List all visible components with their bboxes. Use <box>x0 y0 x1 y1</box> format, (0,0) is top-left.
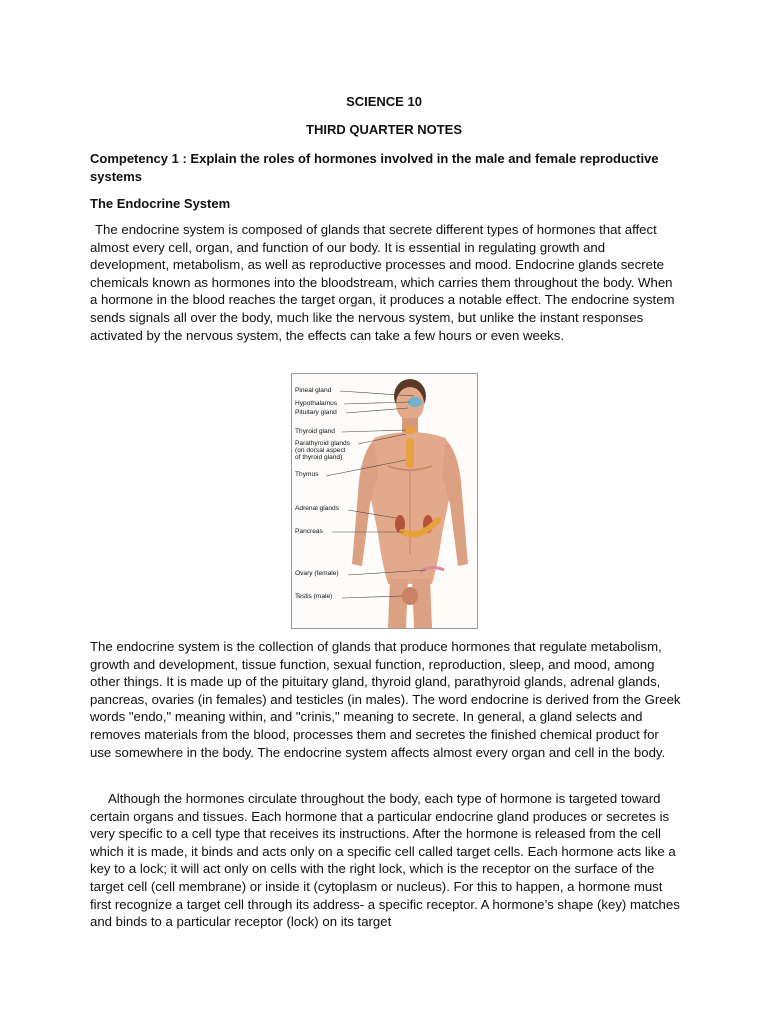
label-ovary: Ovary (female) <box>295 570 339 577</box>
label-pituitary-gland: Pituitary gland <box>295 409 337 416</box>
left-leg-shape <box>388 579 408 628</box>
endocrine-system-figure <box>291 373 478 629</box>
paragraph-1: The endocrine system is composed of glands that secrete different types of hormones that affect almost every cell, organ, and function of our body. It is essential in regulating growth and development, metabolism, as well as reproductive processes and mood. Endocrine glands secrete chemicals known as hormones into the bloodstream, which carries them throughout the body. When a hormone in the blood reaches the target organ, it produces a notable effect. The endocrine system sends signals all over the body, much like the nervous system, but unlike the instant responses activated by the nervous system, the effects can take a few hours or even weeks. <box>90 222 675 343</box>
testis-shape <box>402 587 418 605</box>
thyroid-gland-shape <box>405 426 415 434</box>
label-testis: Testis (male) <box>295 593 333 600</box>
brain-highlight <box>408 397 422 407</box>
label-hypothalamus: Hypothalamus <box>295 400 338 407</box>
label-adrenal-glands: Adrenal glands <box>295 505 339 512</box>
label-thymus: Thymus <box>295 471 319 478</box>
thymus-shape <box>406 438 414 468</box>
label-thyroid-gland: Thyroid gland <box>295 428 335 435</box>
paragraph-2: The endocrine system is the collection of glands that produce hormones that regulate metabolism, growth and development, tissue function, sexual function, reproduction, sleep, and mood, among other things. It is made up of the pituitary gland, thyroid gland, parathyroid glands, adrenal glands, pancreas, ovaries (in females) and testicles (in males). The word endocrine is derived from the Greek words "endo," meaning within, and "crinis," meaning to secrete. In general, a gland selects and removes materials from the blood, processes them and secretes the finished chemical product for use somewhere in the body. The endocrine system affects almost every organ and cell in the body. <box>90 639 681 760</box>
paragraph-3: Although the hormones circulate throughout the body, each type of hormone is targeted toward certain organs and tissues. Each hormone that a particular endocrine gland produces or secretes is very specific to a cell type that receives its instructions. After the hormone is released from the cell which it is made, it binds and acts only on a specific cell called target cells. Each hormone acts like a key to a lock; it will act only on cells with the right lock, which is the receptor on the surface of the target cell (cell membrane) or inside it (cytoplasm or nucleus). For this to happen, a hormone must first recognize a target cell through its address- a specific receptor. A hormone’s shape (key) matches and binds to a particular receptor (lock) on its target <box>90 791 680 930</box>
label-parathyroid-glands: Parathyroid glands (on dorsal aspect of thyroid gland) <box>295 440 350 462</box>
document-title: SCIENCE 10 <box>346 94 422 109</box>
label-pineal-gland: Pineal gland <box>295 387 332 394</box>
right-leg-shape <box>412 579 432 628</box>
section-heading: The Endocrine System <box>90 196 231 211</box>
label-pancreas: Pancreas <box>295 528 323 535</box>
competency-heading: Competency 1 : Explain the roles of hormones involved in the male and female reproductive systems <box>90 151 659 184</box>
document-subtitle: THIRD QUARTER NOTES <box>306 122 462 137</box>
